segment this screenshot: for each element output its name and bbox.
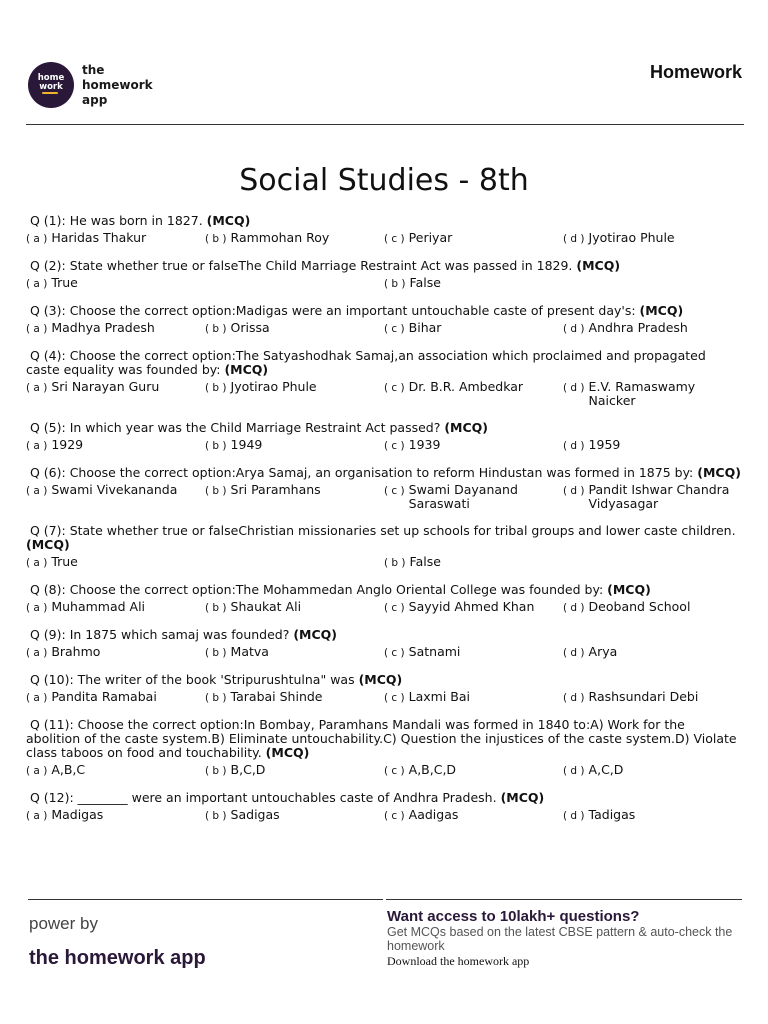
option-text: Madigas bbox=[51, 807, 104, 822]
logo-line-1: home bbox=[37, 73, 65, 83]
option-text: Orissa bbox=[230, 320, 270, 335]
question-text bbox=[26, 259, 742, 273]
option-letter: ( b ) bbox=[205, 810, 227, 822]
answer-option bbox=[26, 231, 205, 246]
option-row bbox=[26, 600, 742, 615]
option-text: True bbox=[51, 554, 78, 569]
option-text: A,B,C,D bbox=[408, 762, 457, 777]
option-text: False bbox=[409, 554, 441, 569]
answer-option bbox=[26, 483, 205, 511]
option-text: Madhya Pradesh bbox=[51, 320, 155, 335]
option-text: Aadigas bbox=[408, 807, 459, 822]
option-letter: ( a ) bbox=[26, 323, 48, 335]
option-row bbox=[26, 380, 742, 408]
option-letter: ( c ) bbox=[384, 647, 405, 659]
answer-option bbox=[205, 483, 384, 511]
option-text: B,C,D bbox=[230, 762, 266, 777]
option-letter: ( a ) bbox=[26, 382, 48, 394]
question-text bbox=[26, 718, 742, 760]
option-row bbox=[26, 690, 742, 705]
option-text: Tadigas bbox=[588, 807, 636, 822]
homework-app-logo bbox=[28, 62, 74, 108]
question-block bbox=[26, 214, 742, 246]
answer-option bbox=[384, 555, 742, 570]
logo-underline bbox=[42, 92, 58, 94]
option-letter: ( b ) bbox=[205, 765, 227, 777]
question-text bbox=[26, 349, 742, 377]
homework-label: Homework bbox=[649, 62, 742, 82]
question-block bbox=[26, 421, 742, 453]
option-text: Arya bbox=[588, 644, 618, 659]
option-row bbox=[26, 645, 742, 660]
option-row bbox=[26, 763, 742, 778]
option-letter: ( c ) bbox=[384, 233, 405, 245]
option-letter: ( b ) bbox=[205, 602, 227, 614]
option-letter: ( d ) bbox=[563, 382, 585, 394]
answer-option bbox=[384, 483, 563, 511]
option-text: Pandita Ramabai bbox=[51, 689, 157, 704]
option-letter: ( a ) bbox=[26, 233, 48, 245]
question-prompt: Q (2): State whether true or falseThe Child Marriage Restraint Act was passed in 1829. bbox=[29, 258, 577, 273]
option-text: Sri Paramhans bbox=[230, 482, 321, 497]
question-block bbox=[26, 259, 742, 291]
question-text bbox=[26, 628, 742, 642]
option-text: Sri Narayan Guru bbox=[51, 379, 160, 394]
question-block bbox=[26, 583, 742, 615]
option-letter: ( d ) bbox=[563, 485, 585, 497]
option-letter: ( b ) bbox=[205, 440, 227, 452]
question-type-tag: (MCQ) bbox=[607, 582, 651, 597]
header-divider bbox=[26, 124, 744, 125]
answer-option bbox=[563, 321, 742, 336]
answer-option bbox=[205, 763, 384, 778]
question-text bbox=[26, 524, 742, 552]
option-row bbox=[26, 808, 742, 823]
power-by-label: power by bbox=[29, 914, 98, 933]
question-type-tag: (MCQ) bbox=[293, 627, 337, 642]
answer-option bbox=[563, 231, 742, 246]
option-text: Deoband School bbox=[588, 599, 691, 614]
question-text bbox=[26, 466, 742, 480]
footer-divider-right bbox=[386, 899, 742, 900]
option-text: Jyotirao Phule bbox=[588, 230, 675, 245]
answer-option bbox=[384, 276, 742, 291]
question-text bbox=[26, 214, 742, 228]
option-letter: ( c ) bbox=[384, 440, 405, 452]
answer-option bbox=[384, 438, 563, 453]
option-letter: ( b ) bbox=[205, 382, 227, 394]
answer-option bbox=[205, 600, 384, 615]
answer-option bbox=[205, 231, 384, 246]
option-letter: ( c ) bbox=[384, 692, 405, 704]
option-text: Dr. B.R. Ambedkar bbox=[408, 379, 524, 394]
option-letter: ( b ) bbox=[205, 233, 227, 245]
option-letter: ( a ) bbox=[26, 692, 48, 704]
option-letter: ( b ) bbox=[205, 692, 227, 704]
option-text: 1929 bbox=[51, 437, 84, 452]
option-row bbox=[26, 483, 742, 511]
answer-option bbox=[563, 600, 742, 615]
question-prompt: Q (7): State whether true or falseChristian missionaries set up schools for tribal groups and lower caste children. bbox=[29, 523, 736, 538]
footer-brand: the homework app bbox=[29, 947, 206, 969]
question-prompt: Q (5): In which year was the Child Marriage Restraint Act passed? bbox=[29, 420, 445, 435]
download-link[interactable]: Download the homework app bbox=[387, 954, 530, 968]
option-text: Muhammad Ali bbox=[51, 599, 146, 614]
brand-line-1: the bbox=[82, 63, 105, 77]
option-text: Haridas Thakur bbox=[51, 230, 147, 245]
question-block bbox=[26, 349, 742, 408]
option-letter: ( a ) bbox=[26, 765, 48, 777]
option-text: 1959 bbox=[588, 437, 621, 452]
option-text: 1949 bbox=[230, 437, 263, 452]
option-letter: ( d ) bbox=[563, 810, 585, 822]
answer-option bbox=[563, 483, 742, 511]
option-letter: ( d ) bbox=[563, 765, 585, 777]
answer-option bbox=[205, 438, 384, 453]
answer-option bbox=[26, 380, 205, 408]
brand-line-2: homework bbox=[82, 78, 153, 92]
answer-option bbox=[26, 555, 384, 570]
question-block bbox=[26, 524, 742, 570]
option-letter: ( a ) bbox=[26, 440, 48, 452]
answer-option bbox=[26, 600, 205, 615]
answer-option bbox=[563, 690, 742, 705]
option-letter: ( a ) bbox=[26, 602, 48, 614]
question-type-tag: (MCQ) bbox=[444, 420, 489, 435]
question-type-tag: (MCQ) bbox=[500, 790, 545, 805]
question-prompt: Q (10): The writer of the book 'Stripurushtulna" was bbox=[29, 672, 359, 687]
question-type-tag: (MCQ) bbox=[697, 465, 741, 480]
answer-option bbox=[384, 690, 563, 705]
question-prompt: Q (1): He was born in 1827. bbox=[29, 213, 207, 228]
answer-option bbox=[563, 645, 742, 660]
option-letter: ( d ) bbox=[563, 692, 585, 704]
brand-line-3: app bbox=[82, 93, 108, 107]
option-letter: ( c ) bbox=[384, 323, 405, 335]
question-type-tag: (MCQ) bbox=[576, 258, 621, 273]
answer-option bbox=[26, 645, 205, 660]
answer-option bbox=[205, 645, 384, 660]
question-type-tag: (MCQ) bbox=[265, 745, 310, 760]
option-row bbox=[26, 555, 742, 570]
answer-option bbox=[205, 808, 384, 823]
option-letter: ( d ) bbox=[563, 602, 585, 614]
answer-option bbox=[384, 645, 563, 660]
option-text: True bbox=[51, 275, 78, 290]
footer-divider-left bbox=[28, 899, 383, 900]
option-text: Pandit Ishwar Chandra Vidyasagar bbox=[588, 482, 730, 511]
question-prompt: Q (3): Choose the correct option:Madigas were an important untouchable caste of present day's: bbox=[29, 303, 640, 318]
option-text: Brahmo bbox=[51, 644, 101, 659]
answer-option bbox=[26, 276, 384, 291]
answer-option bbox=[26, 763, 205, 778]
answer-option bbox=[563, 380, 742, 408]
option-text: Satnami bbox=[408, 644, 461, 659]
option-text: Tarabai Shinde bbox=[230, 689, 323, 704]
question-type-tag: (MCQ) bbox=[206, 213, 251, 228]
option-row bbox=[26, 276, 742, 291]
answer-option bbox=[384, 231, 563, 246]
option-letter: ( d ) bbox=[563, 647, 585, 659]
question-block bbox=[26, 718, 742, 778]
question-block bbox=[26, 304, 742, 336]
answer-option bbox=[205, 690, 384, 705]
answer-option bbox=[26, 438, 205, 453]
option-text: Laxmi Bai bbox=[408, 689, 471, 704]
option-letter: ( d ) bbox=[563, 233, 585, 245]
option-letter: ( d ) bbox=[563, 323, 585, 335]
option-letter: ( b ) bbox=[205, 485, 227, 497]
option-text: Sadigas bbox=[230, 807, 280, 822]
option-text: Bihar bbox=[408, 320, 442, 335]
answer-option bbox=[563, 763, 742, 778]
option-text: Shaukat Ali bbox=[230, 599, 302, 614]
answer-option bbox=[205, 321, 384, 336]
option-text: Sayyid Ahmed Khan bbox=[408, 599, 535, 614]
answer-option bbox=[384, 763, 563, 778]
answer-option bbox=[563, 808, 742, 823]
question-text bbox=[26, 304, 742, 318]
promo-title: Want access to 10lakh+ questions? bbox=[387, 908, 640, 925]
option-letter: ( c ) bbox=[384, 382, 405, 394]
option-row bbox=[26, 231, 742, 246]
option-row bbox=[26, 438, 742, 453]
question-text bbox=[26, 791, 742, 805]
question-type-tag: (MCQ) bbox=[224, 362, 269, 377]
option-letter: ( c ) bbox=[384, 765, 405, 777]
option-letter: ( a ) bbox=[26, 278, 48, 290]
question-block bbox=[26, 791, 742, 823]
option-letter: ( a ) bbox=[26, 557, 48, 569]
option-letter: ( a ) bbox=[26, 485, 48, 497]
question-prompt: Q (6): Choose the correct option:Arya Samaj, an organisation to reform Hindustan was formed in 1875 by: bbox=[29, 465, 698, 480]
option-letter: ( b ) bbox=[384, 278, 406, 290]
question-block bbox=[26, 673, 742, 705]
option-letter: ( b ) bbox=[384, 557, 406, 569]
answer-option bbox=[205, 380, 384, 408]
option-letter: ( a ) bbox=[26, 810, 48, 822]
option-letter: ( b ) bbox=[205, 647, 227, 659]
question-text bbox=[26, 421, 742, 435]
option-text: Rashsundari Debi bbox=[588, 689, 699, 704]
question-prompt: Q (9): In 1875 which samaj was founded? bbox=[29, 627, 294, 642]
option-text: Rammohan Roy bbox=[230, 230, 330, 245]
answer-option bbox=[26, 808, 205, 823]
brand-name bbox=[82, 63, 153, 108]
question-list bbox=[26, 214, 742, 836]
answer-option bbox=[384, 380, 563, 408]
option-text: Andhra Pradesh bbox=[588, 320, 688, 335]
option-letter: ( c ) bbox=[384, 485, 405, 497]
option-text: E.V. Ramaswamy Naicker bbox=[588, 379, 696, 408]
option-text: Periyar bbox=[408, 230, 453, 245]
option-text: A,B,C bbox=[51, 762, 86, 777]
question-type-tag: (MCQ) bbox=[26, 537, 70, 552]
question-type-tag: (MCQ) bbox=[639, 303, 684, 318]
question-prompt: Q (11): Choose the correct option:In Bombay, Paramhans Mandali was formed in 1840 to:A) Work for the abolition of the caste system.B) Eliminate untouchability.C) Question the injustices of the caste system.D) Violate class taboos on food and touchability. bbox=[26, 717, 737, 760]
answer-option bbox=[384, 808, 563, 823]
question-prompt: Q (8): Choose the correct option:The Mohammedan Anglo Oriental College was founded by: bbox=[29, 582, 608, 597]
option-text: A,C,D bbox=[588, 762, 624, 777]
page-title: Social Studies - 8th bbox=[239, 163, 529, 198]
question-block bbox=[26, 628, 742, 660]
option-text: Jyotirao Phule bbox=[230, 379, 317, 394]
option-letter: ( c ) bbox=[384, 602, 405, 614]
answer-option bbox=[26, 321, 205, 336]
page-header bbox=[28, 60, 744, 112]
option-text: False bbox=[409, 275, 441, 290]
option-text: 1939 bbox=[408, 437, 441, 452]
option-letter: ( d ) bbox=[563, 440, 585, 452]
option-letter: ( a ) bbox=[26, 647, 48, 659]
question-block bbox=[26, 466, 742, 511]
option-text: Swami Dayanand Saraswati bbox=[408, 482, 518, 511]
answer-option bbox=[384, 321, 563, 336]
question-text bbox=[26, 673, 742, 687]
option-row bbox=[26, 321, 742, 336]
promo-body: Get MCQs based on the latest CBSE pattern & auto-check the homework bbox=[387, 925, 733, 953]
question-type-tag: (MCQ) bbox=[358, 672, 403, 687]
answer-option bbox=[384, 600, 563, 615]
option-text: Matva bbox=[230, 644, 269, 659]
question-prompt: Q (4): Choose the correct option:The Satyashodhak Samaj,an association which proclaimed and propagated caste equality was founded by: bbox=[26, 348, 706, 377]
answer-option bbox=[563, 438, 742, 453]
question-text bbox=[26, 583, 742, 597]
option-letter: ( c ) bbox=[384, 810, 405, 822]
option-text: Swami Vivekananda bbox=[51, 482, 178, 497]
logo-line-2: work bbox=[39, 82, 63, 92]
option-letter: ( b ) bbox=[205, 323, 227, 335]
question-prompt: Q (12): ________ were an important untouchables caste of Andhra Pradesh. bbox=[29, 790, 501, 805]
answer-option bbox=[26, 690, 205, 705]
